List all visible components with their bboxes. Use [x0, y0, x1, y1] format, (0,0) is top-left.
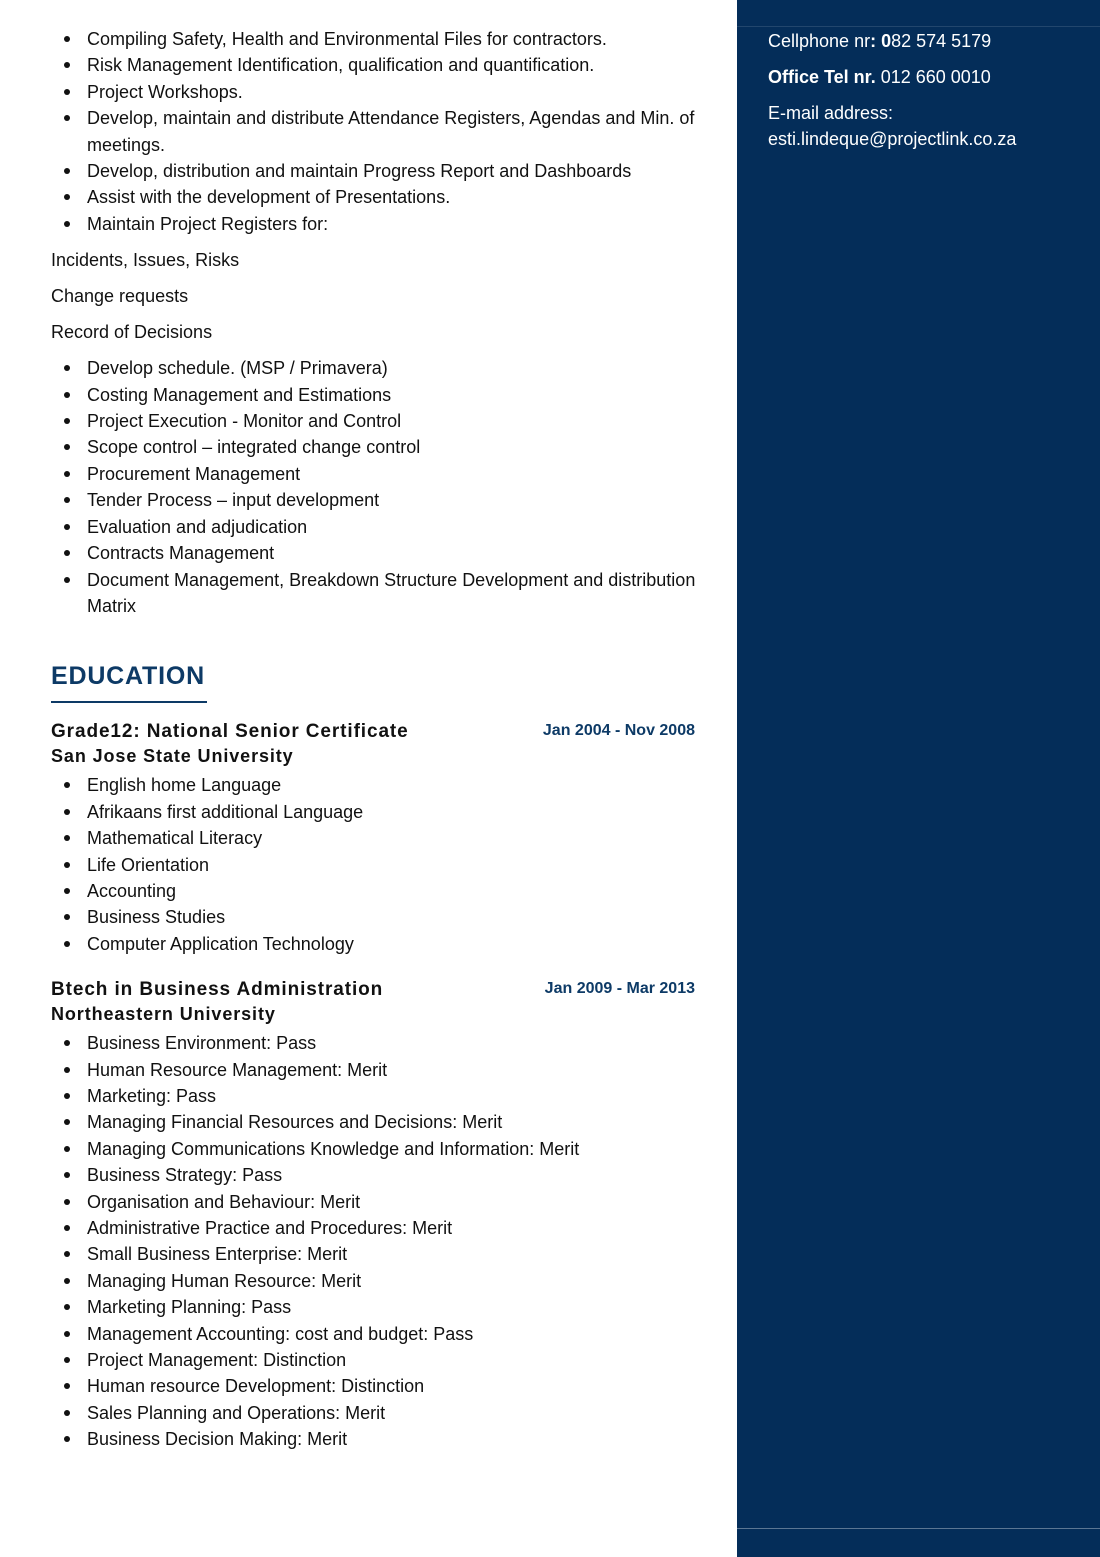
- list-item: Computer Application Technology: [51, 931, 711, 957]
- list-item: Tender Process – input development: [51, 487, 711, 513]
- education-heading: EDUCATION: [51, 662, 205, 691]
- list-item: Risk Management Identification, qualification and quantification.: [51, 52, 711, 78]
- education-entry: [51, 719, 711, 957]
- list-item: Develop, distribution and maintain Progress Report and Dashboards: [51, 158, 711, 184]
- contact-sidebar: [737, 0, 1100, 1557]
- education-entry-header: [51, 977, 711, 1002]
- list-item: Develop schedule. (MSP / Primavera): [51, 355, 711, 381]
- date-range: Jan 2004 - Nov 2008: [542, 722, 695, 740]
- list-item: Managing Financial Resources and Decisions: Merit: [51, 1109, 711, 1135]
- office-tel-row: [768, 64, 1016, 90]
- list-item: Develop, maintain and distribute Attendance Registers, Agendas and Min. of meetings.: [51, 105, 711, 158]
- list-item: Project Management: Distinction: [51, 1347, 711, 1373]
- list-item: Scope control – integrated change control: [51, 434, 711, 460]
- list-item: Sales Planning and Operations: Merit: [51, 1400, 711, 1426]
- experience-duties-list: [51, 26, 711, 237]
- list-item: Business Decision Making: Merit: [51, 1426, 711, 1452]
- list-item: Management Accounting: cost and budget: Pass: [51, 1321, 711, 1347]
- date-range: Jan 2009 - Mar 2013: [544, 980, 695, 998]
- list-item: Maintain Project Registers for:: [51, 211, 711, 237]
- list-item: Evaluation and adjudication: [51, 514, 711, 540]
- school-name: San Jose State University: [51, 746, 294, 767]
- contact-block: [768, 28, 1016, 152]
- education-entry-header: [51, 719, 711, 744]
- list-item: Business Studies: [51, 904, 711, 930]
- heading-underline: [51, 701, 207, 703]
- module-list: [51, 1030, 711, 1453]
- cellphone-number: 82 574 5179: [891, 31, 992, 51]
- list-item: English home Language: [51, 772, 711, 798]
- list-item: Compiling Safety, Health and Environmental Files for contractors.: [51, 26, 711, 52]
- education-entry: [51, 977, 711, 1453]
- list-item: Business Strategy: Pass: [51, 1162, 711, 1188]
- cellphone-row: [768, 28, 1016, 54]
- list-item: Managing Communications Knowledge and Information: Merit: [51, 1136, 711, 1162]
- list-item: Marketing: Pass: [51, 1083, 711, 1109]
- list-item: Project Workshops.: [51, 79, 711, 105]
- office-tel-label: Office Tel nr.: [768, 67, 876, 87]
- list-item: Procurement Management: [51, 461, 711, 487]
- list-item: Afrikaans first additional Language: [51, 799, 711, 825]
- list-item: Accounting: [51, 878, 711, 904]
- list-item: Small Business Enterprise: Merit: [51, 1241, 711, 1267]
- list-item: Marketing Planning: Pass: [51, 1294, 711, 1320]
- list-item: Assist with the development of Presentations.: [51, 184, 711, 210]
- degree-title: Grade12: National Senior Certificate: [51, 721, 409, 743]
- list-item: Mathematical Literacy: [51, 825, 711, 851]
- list-item: Organisation and Behaviour: Merit: [51, 1189, 711, 1215]
- register-line: Record of Decisions: [51, 322, 213, 343]
- list-item: Administrative Practice and Procedures: Merit: [51, 1215, 711, 1241]
- list-item: Life Orientation: [51, 852, 711, 878]
- cellphone-colon: : 0: [870, 31, 892, 51]
- sidebar-divider: [737, 1528, 1100, 1529]
- subject-list: [51, 772, 711, 957]
- list-item: Costing Management and Estimations: [51, 382, 711, 408]
- main-column: [51, 26, 711, 1453]
- list-item: Managing Human Resource: Merit: [51, 1268, 711, 1294]
- list-item: Project Execution - Monitor and Control: [51, 408, 711, 434]
- list-item: Document Management, Breakdown Structure Development and distribution Matrix: [51, 567, 711, 620]
- cellphone-label: Cellphone nr: [768, 31, 871, 51]
- list-item: Human resource Development: Distinction: [51, 1373, 711, 1399]
- office-tel-number: 012 660 0010: [875, 67, 991, 87]
- sidebar-divider: [737, 26, 1100, 27]
- list-item: Contracts Management: [51, 540, 711, 566]
- email-link[interactable]: esti.lindeque@projectlink.co.za: [768, 129, 1017, 149]
- list-item: Business Environment: Pass: [51, 1030, 711, 1056]
- register-line: Change requests: [51, 286, 189, 307]
- degree-title: Btech in Business Administration: [51, 979, 384, 1001]
- list-item: Human Resource Management: Merit: [51, 1057, 711, 1083]
- email-label: E-mail address:: [768, 103, 894, 123]
- register-line: Incidents, Issues, Risks: [51, 250, 240, 271]
- experience-skills-list: [51, 355, 711, 619]
- school-name: Northeastern University: [51, 1004, 276, 1025]
